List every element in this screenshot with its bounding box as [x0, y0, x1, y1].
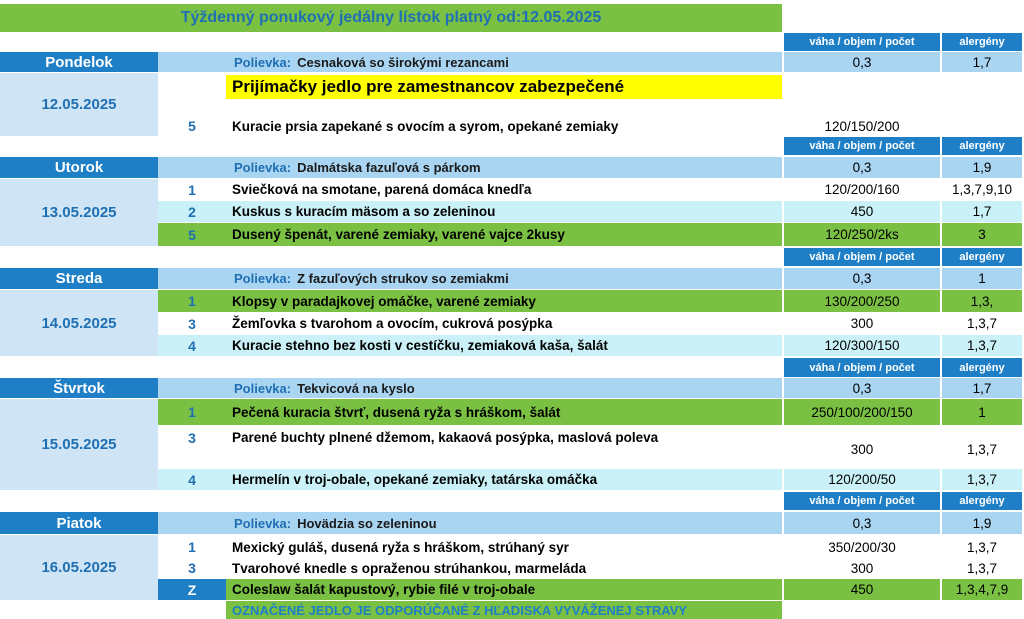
soup-name: Hovädzia so zeleninou: [297, 515, 437, 531]
dish-allergens: 1,3,: [942, 290, 1022, 312]
soup-allergens: 1,7: [942, 52, 1022, 72]
dish-number: 1: [158, 399, 226, 425]
weight-header: váha / objem / počet: [784, 33, 940, 51]
dish-row: [0, 558, 1024, 578]
dish-row-recommended: [0, 579, 1024, 600]
soup-cell: [158, 378, 782, 398]
dish-name: Parené buchty plnené džemom, kakaová posýpka, maslová poleva: [232, 430, 659, 445]
soup-label: Polievka:: [234, 54, 292, 70]
soup-weight: 0,3: [784, 52, 940, 72]
allergens-header: alergény: [942, 137, 1022, 155]
allergens-header: alergény: [942, 33, 1022, 51]
dish-allergens: 1: [942, 399, 1022, 425]
header-row: [0, 248, 1024, 266]
dish-allergens: 1,3,7,9,10: [951, 182, 1013, 197]
soup-cell: [158, 157, 782, 178]
dish-weight: 450: [784, 201, 940, 222]
dish-number: 4: [158, 335, 226, 356]
dish-allergens: 1,3,7: [942, 335, 1022, 356]
day-date: 13.05.2025: [0, 179, 158, 246]
dish-number: 5: [188, 118, 196, 134]
dish-weight: 120/150/200: [824, 118, 900, 134]
dish-row: [0, 335, 1024, 356]
dish-row: [0, 469, 1024, 490]
dish-allergens: 1,3,4,7,9: [942, 579, 1022, 600]
day-date: 16.05.2025: [0, 535, 158, 600]
dish-allergens: 1,7: [942, 201, 1022, 222]
dish-row-recommended: [0, 290, 1024, 312]
footer-row: [0, 601, 1024, 619]
dish-allergens: 1,3,7: [966, 316, 998, 331]
dish-name: Coleslaw šalát kapustový, rybie filé v troj-obale: [226, 579, 782, 600]
dish-number: 4: [158, 469, 226, 490]
soup-weight: 0,3: [784, 378, 940, 398]
dish-row: [0, 116, 1024, 136]
weight-header: váha / objem / počet: [784, 137, 940, 155]
dish-name: Kuracie prsia zapekané s ovocím a syrom, opekané zemiaky: [232, 118, 619, 134]
soup-cell: [158, 268, 782, 289]
dish-allergens: [942, 116, 1022, 136]
dish-weight: 300: [850, 560, 874, 576]
dish-allergens: 1,3,7: [966, 560, 998, 576]
soup-weight: 0,3: [784, 512, 940, 534]
dish-allergens: 3: [942, 223, 1022, 246]
soup-cell: [158, 512, 782, 534]
dish-number: 3: [188, 430, 196, 446]
soup-cell: [158, 52, 782, 72]
soup-allergens: 1,7: [942, 378, 1022, 398]
dish-name: Žemľovka s tvarohom a ovocím, cukrová posýpka: [232, 316, 553, 331]
dish-weight: 120/200/160: [824, 182, 900, 197]
day-date: 15.05.2025: [0, 399, 158, 490]
weight-header: váha / objem / počet: [784, 248, 940, 266]
day-name: Streda: [0, 268, 158, 289]
soup-name: Tekvicová na kyslo: [297, 380, 415, 396]
soup-label: Polievka:: [234, 515, 292, 531]
dish-weight: 120/300/150: [784, 335, 940, 356]
soup-row: [0, 378, 1024, 398]
soup-row: [0, 512, 1024, 534]
day-name: Pondelok: [0, 52, 158, 72]
header-row: [0, 358, 1024, 377]
soup-label: Polievka:: [234, 271, 292, 286]
soup-label: Polievka:: [234, 380, 292, 396]
dish-name: Tvarohové knedle s opraženou strúhankou, marmeláda: [232, 560, 587, 576]
dish-name: Kuskus s kuracím mäsom a so zeleninou: [226, 201, 782, 222]
header-row: [0, 492, 1024, 510]
soup-allergens: 1,9: [942, 512, 1022, 534]
dish-allergens: 1,3,7: [966, 539, 998, 555]
soup-row: [0, 52, 1024, 72]
dish-row: [0, 201, 1024, 222]
dish-number: 3: [188, 315, 196, 332]
allergens-header: alergény: [942, 358, 1022, 377]
day-date: 12.05.2025: [0, 73, 158, 136]
dish-number: 2: [158, 201, 226, 222]
footer-note: OZNAČENÉ JEDLO JE ODPORÚČANÉ Z HĽADISKA VYVÁŽENEJ STRAVY: [226, 601, 782, 619]
dish-name: Klopsy v paradajkovej omáčke, varené zemiaky: [226, 290, 782, 312]
dish-number: 5: [158, 223, 226, 246]
dish-row: [0, 537, 1024, 557]
dish-weight: 350/200/30: [828, 539, 896, 555]
dish-allergens: 1,3,7: [966, 441, 998, 457]
title-row: [0, 4, 1024, 32]
day-name: Utorok: [0, 157, 158, 178]
dish-row-recommended: [0, 399, 1024, 425]
page-title: Týždenný ponukový jedálny lístok platný od:12.05.2025: [0, 4, 782, 32]
dish-weight: 130/200/250: [784, 290, 940, 312]
soup-name: Dalmátska fazuľová s párkom: [297, 160, 481, 175]
soup-label: Polievka:: [234, 160, 292, 175]
day-name: Piatok: [0, 512, 158, 534]
dish-name: Mexický guláš, dusená ryža s hráškom, strúhaný syr: [232, 539, 569, 555]
allergens-header: alergény: [942, 492, 1022, 510]
dish-name: Hermelín v troj-obale, opekané zemiaky, tatárska omáčka: [226, 469, 782, 490]
dish-row-recommended: [0, 223, 1024, 246]
dish-number: 1: [188, 539, 196, 555]
employee-notice: Prijímačky jedlo pre zamestnancov zabezpečené: [226, 75, 782, 99]
dish-name: Dusený špenát, varené zemiaky, varené vajce 2kusy: [226, 223, 782, 246]
dish-weight: 250/100/200/150: [784, 399, 940, 425]
header-row: [0, 137, 1024, 155]
allergens-header: alergény: [942, 248, 1022, 266]
dish-allergens: 1,3,7: [942, 469, 1022, 490]
soup-name: Cesnaková so širokými rezancami: [297, 54, 509, 70]
dish-weight: 120/200/50: [784, 469, 940, 490]
dish-weight: 450: [784, 579, 940, 600]
dish-number: 3: [188, 560, 196, 576]
soup-weight: 0,3: [784, 157, 940, 178]
day-date: 14.05.2025: [0, 290, 158, 356]
dish-name: Sviečková na smotane, parená domáca knedľa: [232, 182, 532, 197]
dish-row: [0, 313, 1024, 334]
dish-number: Z: [158, 579, 226, 600]
dish-name: Pečená kuracia štvrť, dusená ryža s hráškom, šalát: [226, 399, 782, 425]
soup-weight: 0,3: [784, 268, 940, 289]
day-name: Štvrtok: [0, 378, 158, 398]
dish-weight: 300: [850, 316, 874, 331]
dish-weight: 300: [850, 441, 874, 457]
weight-header: váha / objem / počet: [784, 358, 940, 377]
dish-weight: 120/250/2ks: [784, 223, 940, 246]
header-row: [0, 33, 1024, 51]
soup-row: [0, 268, 1024, 289]
dish-number: 1: [188, 181, 196, 198]
dish-row: [0, 179, 1024, 200]
soup-allergens: 1: [942, 268, 1022, 289]
dish-number: 1: [158, 290, 226, 312]
soup-name: Z fazuľových strukov so zemiakmi: [297, 271, 509, 286]
dish-row: [0, 426, 1024, 468]
dish-name: Kuracie stehno bez kosti v cestíčku, zemiaková kaša, šalát: [226, 335, 782, 356]
soup-row: [0, 157, 1024, 178]
notice-row: [0, 75, 1024, 99]
soup-allergens: 1,9: [942, 157, 1022, 178]
weight-header: váha / objem / počet: [784, 492, 940, 510]
